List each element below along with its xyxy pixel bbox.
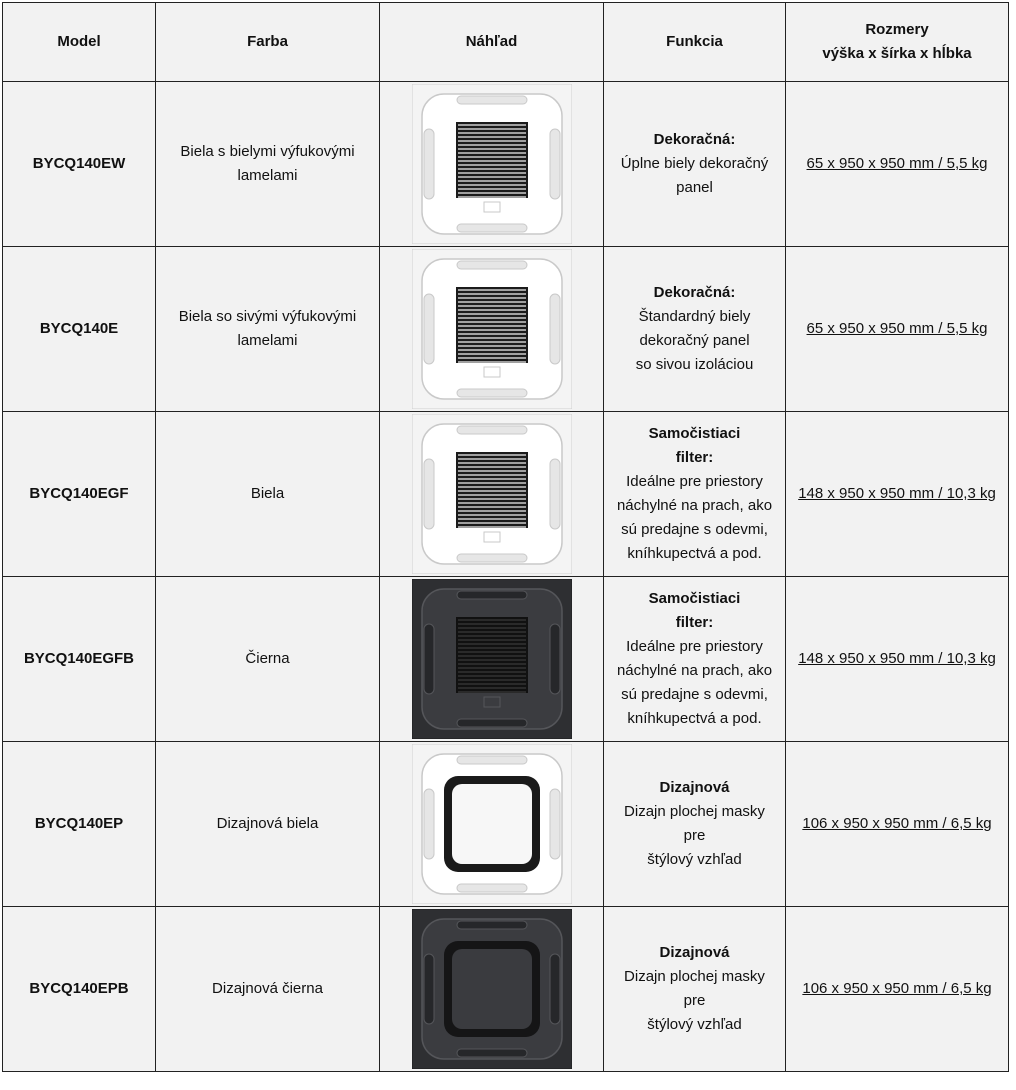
function-title: Dizajnová (659, 944, 730, 961)
dimensions-value: 148 x 950 x 950 mm / 10,3 kg (798, 485, 996, 502)
function-cell (604, 412, 786, 577)
dimensions-cell (786, 82, 1009, 247)
function-line: kníhkupectvá a pod. (627, 545, 762, 562)
function-line: Štandardný biely (638, 308, 751, 325)
dimensions-cell (786, 247, 1009, 412)
model-cell: BYCQ140EW (3, 82, 156, 247)
function-line: Dizajn plochej masky (624, 968, 765, 985)
function-line: panel (676, 179, 713, 196)
header-model: Model (3, 3, 156, 82)
table-row (3, 247, 1009, 412)
function-title: Samočistiaci (648, 425, 741, 442)
function-line: Ideálne pre priestory (626, 638, 763, 655)
function-line: náchylné na prach, ako (616, 662, 773, 679)
table-row (3, 82, 1009, 247)
black-flat-panel-icon (412, 909, 572, 1069)
table-row (3, 742, 1009, 907)
function-title: Samočistiaci (648, 590, 741, 607)
function-line: náchylné na prach, ako (616, 497, 773, 514)
header-row (3, 3, 1009, 82)
dimensions-value: 106 x 950 x 950 mm / 6,5 kg (802, 980, 992, 997)
header-preview: Náhľad (380, 3, 604, 82)
function-line: so sivou izoláciou (635, 356, 754, 373)
color-cell (156, 82, 380, 247)
model-cell: BYCQ140EPB (3, 907, 156, 1072)
header-dims-line2: výška x šírka x hĺbka (822, 45, 972, 62)
model-cell: BYCQ140EGFB (3, 577, 156, 742)
table-row (3, 412, 1009, 577)
model-cell: BYCQ140EGF (3, 412, 156, 577)
color-line: Biela so sivými výfukovými (178, 308, 357, 325)
function-cell (604, 247, 786, 412)
color-line: lamelami (237, 167, 298, 184)
model-cell: BYCQ140EP (3, 742, 156, 907)
color-cell (156, 742, 380, 907)
model-cell: BYCQ140E (3, 247, 156, 412)
color-line: Dizajnová biela (216, 815, 319, 832)
color-line: Biela s bielymi výfukovými (180, 143, 355, 160)
function-line: Ideálne pre priestory (626, 473, 763, 490)
function-line: Dizajn plochej masky (624, 803, 765, 820)
black-grille-panel-icon (412, 579, 572, 739)
dimensions-value: 65 x 950 x 950 mm / 5,5 kg (806, 155, 988, 172)
function-cell (604, 742, 786, 907)
function-cell (604, 577, 786, 742)
table-row (3, 907, 1009, 1072)
header-dims-line1: Rozmery (865, 21, 929, 38)
function-line: dekoračný panel (639, 332, 750, 349)
color-line: Čierna (245, 650, 290, 667)
function-title: filter: (675, 449, 714, 466)
function-line: sú predajne s odevmi, (621, 686, 768, 703)
white-grille-panel-icon (412, 84, 572, 244)
dimensions-cell (786, 742, 1009, 907)
preview-cell (380, 577, 604, 742)
function-line: pre (683, 992, 706, 1009)
function-title: Dizajnová (659, 779, 730, 796)
color-cell (156, 907, 380, 1072)
preview-cell (380, 907, 604, 1072)
function-title: filter: (675, 614, 714, 631)
function-title: Dekoračná: (653, 284, 736, 301)
white-grille-panel-icon (412, 414, 572, 574)
header-function-label: Funkcia (666, 33, 723, 50)
function-line: sú predajne s odevmi, (621, 521, 768, 538)
color-cell (156, 577, 380, 742)
product-spec-table (2, 2, 1009, 1072)
dimensions-value: 65 x 950 x 950 mm / 5,5 kg (806, 320, 988, 337)
color-cell (156, 247, 380, 412)
preview-cell (380, 247, 604, 412)
table-row (3, 577, 1009, 742)
preview-cell (380, 742, 604, 907)
color-cell (156, 412, 380, 577)
dimensions-cell (786, 412, 1009, 577)
white-grille-panel-icon (412, 249, 572, 409)
function-line: štýlový vzhľad (647, 851, 742, 868)
function-line: pre (683, 827, 706, 844)
function-cell (604, 907, 786, 1072)
dimensions-value: 106 x 950 x 950 mm / 6,5 kg (802, 815, 992, 832)
function-line: štýlový vzhľad (647, 1016, 742, 1033)
color-line: Biela (250, 485, 285, 502)
dimensions-cell (786, 577, 1009, 742)
function-line: Úplne biely dekoračný (620, 155, 769, 172)
dimensions-cell (786, 907, 1009, 1072)
preview-cell (380, 82, 604, 247)
color-line: lamelami (237, 332, 298, 349)
dimensions-value: 148 x 950 x 950 mm / 10,3 kg (798, 650, 996, 667)
header-function (604, 3, 786, 82)
header-color: Farba (156, 3, 380, 82)
function-cell (604, 82, 786, 247)
color-line: Dizajnová čierna (212, 980, 323, 997)
header-dimensions (786, 3, 1009, 82)
function-title: Dekoračná: (653, 131, 736, 148)
white-flat-panel-icon (412, 744, 572, 904)
function-line: kníhkupectvá a pod. (627, 710, 762, 727)
preview-cell (380, 412, 604, 577)
